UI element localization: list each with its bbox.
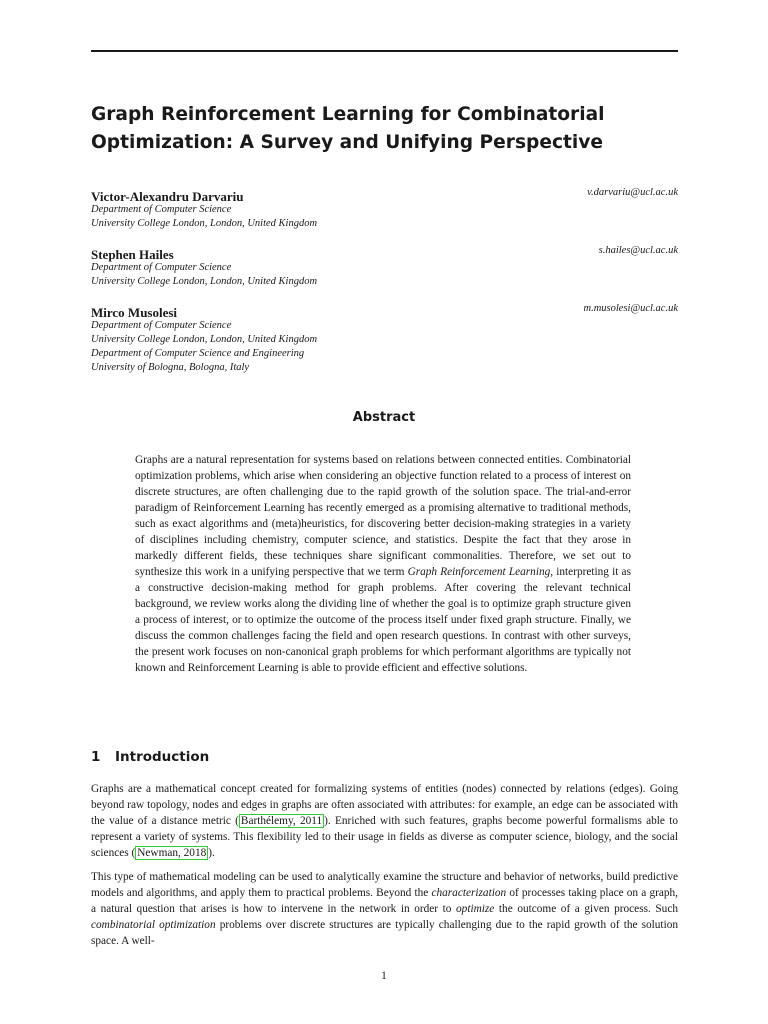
paragraph	[91, 869, 678, 949]
citation-link[interactable]: Newman, 2018	[137, 847, 207, 859]
abstract-part-1: Graphs are a natural representation for systems based on relations between connected entities. Combinatorial optimization problems, which arise when considering an objective function related to a process of interest on discrete structures, are often challenging due to the rapid growth of the solution space. The trial-and-error paradigm of Reinforcement Learning has recently emerged as a promising alternative to traditional methods, such as exact algorithms and (meta)heuristics, for discovering better decision-making strategies in a variety of disciplines including chemistry, computer science, and statistics. Despite the fact that they arose in markedly different fields, these techniques share significant commonalities. Therefore, we set out to synthesize this work in a unifying perspective that we term	[135, 454, 631, 578]
section-title: Introduction	[115, 749, 210, 765]
abstract-part-2: interpreting it as a constructive decision-making method for graph problems. After covering the relevant technical background, we review works along the dividing line of whether the goal is to optimize graph structure given a process of interest, or to optimize the outcome of the process itself under fixed graph structure. Finally, we discuss the common challenges facing the field and open research questions. In contrast with other surveys, the present work focuses on non-canonical graph problems for which performant algorithms are typically not known and Reinforcement Learning is able to provide efficient and effective solutions.	[135, 566, 631, 674]
author-name: Stephen Hailes	[91, 247, 174, 262]
author-block-2	[91, 244, 678, 289]
section-number: 1	[91, 749, 101, 765]
title-line-2: Optimization: A Survey and Unifying Perspective	[91, 132, 603, 153]
text-run: ). Enriched with such features, graphs become powerful formalisms able to represent a variety of systems. This flexibility led to their usage in fields as diverse as computer science, biology, and the social sciences (	[91, 815, 678, 859]
text-run: Graphs are a mathematical concept created for formalizing systems of entities (nodes) connected by relations (edges). Going beyond raw topology, nodes and edges in graphs are often associated with attributes: for example, an edge can be associated with the value of a distance metric (	[91, 783, 678, 827]
title-line-1: Graph Reinforcement Learning for Combinatorial	[91, 104, 605, 125]
author-email[interactable]: v.darvariu@ucl.ac.uk	[587, 187, 678, 198]
section-heading	[91, 749, 209, 765]
abstract-term: Graph Reinforcement Learning,	[407, 566, 554, 578]
paragraph	[91, 781, 678, 861]
text-run: problems over discrete structures are typically challenging due to the rapid growth of the solution space. A well-	[91, 919, 679, 947]
page-number: 1	[381, 970, 387, 982]
emphasis: characterization	[431, 887, 507, 899]
introduction-body	[91, 781, 678, 957]
text-run: the outcome of a given process. Such	[494, 903, 678, 915]
author-name: Mirco Musolesi	[91, 305, 178, 320]
author-name: Victor-Alexandru Darvariu	[91, 189, 244, 204]
text-run: of processes taking place on a graph, a natural question that arises is how to intervene in the network in order to	[91, 887, 678, 915]
emphasis: optimize	[456, 903, 495, 915]
author-email[interactable]: m.musolesi@ucl.ac.uk	[583, 303, 678, 314]
author-email[interactable]: s.hailes@ucl.ac.uk	[598, 245, 678, 256]
affiliation: Department of Computer Science	[91, 262, 232, 273]
author-block-1	[91, 186, 678, 231]
affiliation: Department of Computer Science	[91, 320, 232, 331]
emphasis: combinatorial optimization	[91, 919, 216, 931]
affiliation: University College London, London, United Kingdom	[91, 276, 318, 287]
text-run: ).	[208, 847, 215, 859]
text-run: This type of mathematical modeling can be used to analytically examine the structure and behavior of networks, build predictive models and algorithms, and apply them to practical problems. Beyond the	[91, 871, 678, 899]
affiliation: Department of Computer Science and Engineering	[91, 348, 305, 359]
citation-link[interactable]: Barthélemy, 2011	[240, 815, 323, 827]
affiliation: University College London, London, United Kingdom	[91, 218, 318, 229]
affiliation: University College London, London, United Kingdom	[91, 334, 318, 345]
abstract-text	[135, 452, 631, 676]
abstract-heading: Abstract	[352, 410, 416, 425]
affiliation: University of Bologna, Bologna, Italy	[91, 362, 250, 373]
author-block-3	[91, 302, 678, 375]
top-rule	[91, 50, 678, 52]
paper-title	[91, 101, 691, 157]
affiliation: Department of Computer Science	[91, 204, 232, 215]
